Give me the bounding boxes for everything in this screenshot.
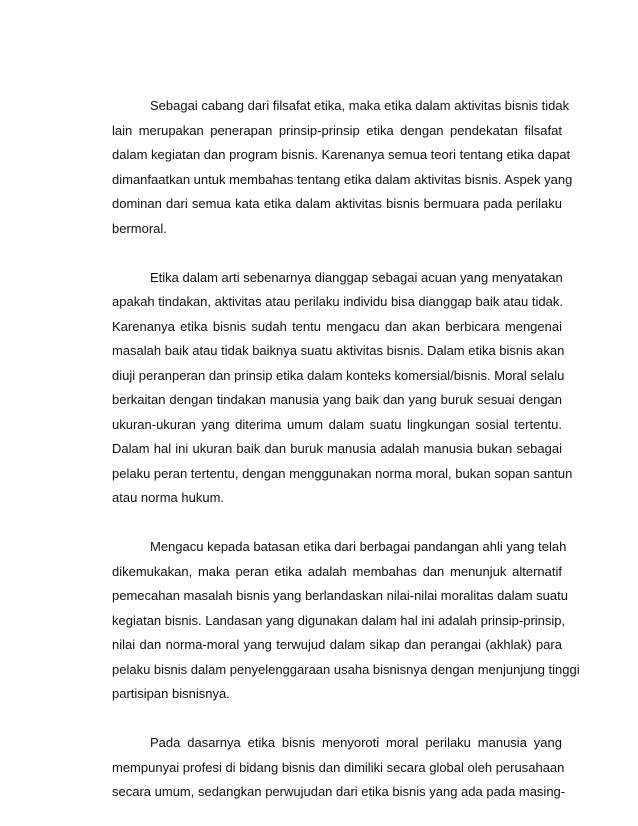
- paragraph-line: ukuran-ukuran yang diterima umum dalam suatu lingkungan sosial tertentu.: [112, 416, 562, 432]
- paragraph-line: mempunyai profesi di bidang bisnis dan dimiliki secara global oleh perusahaan: [112, 759, 565, 775]
- paragraph-spacer: [112, 511, 562, 536]
- paragraph-line: dalam kegiatan dan program bisnis. Karenanya semua teori tentang etika dapat: [112, 147, 571, 162]
- paragraph-1: [112, 94, 573, 241]
- document-page: [112, 94, 580, 805]
- paragraph-line: masalah baik atau tidak baiknya suatu aktivitas bisnis. Dalam etika bisnis akan: [112, 343, 565, 358]
- paragraph-3: [112, 535, 580, 707]
- paragraph-line: Pada dasarnya etika bisnis menyoroti moral perilaku manusia yang: [150, 735, 562, 750]
- paragraph-line: Mengacu kepada batasan etika dari berbagai pandangan ahli yang telah: [150, 539, 567, 554]
- paragraph-line: berkaitan dengan tindakan manusia yang baik dan yang buruk sesuai dengan: [112, 392, 562, 407]
- paragraph-line: pelaku bisnis dalam penyelenggaraan usaha bisnisnya dengan menjunjung tinggi: [112, 661, 580, 677]
- paragraph-line: pemecahan masalah bisnis yang berlandaskan nilai-nilai moralitas dalam suatu: [112, 588, 568, 603]
- paragraph-line: partisipan bisnisnya.: [112, 686, 230, 701]
- paragraph-line: dimanfaatkan untuk membahas tentang etika dalam aktivitas bisnis. Aspek yang: [112, 171, 573, 187]
- paragraph-line: lain merupakan penerapan prinsip-prinsip etika dengan pendekatan filsafat: [112, 122, 562, 138]
- paragraph-spacer: [112, 707, 562, 732]
- paragraph-line: kegiatan bisnis. Landasan yang digunakan dalam hal ini adalah prinsip-prinsip,: [112, 612, 566, 628]
- paragraph-4: [112, 731, 566, 805]
- paragraph-line: dikemukakan, maka peran etika adalah membahas dan menunjuk alternatif: [112, 563, 562, 579]
- paragraph-spacer: [112, 241, 562, 266]
- paragraph-line: secara umum, sedangkan perwujudan dari etika bisnis yang ada pada masing-: [112, 784, 566, 799]
- paragraph-line: bermoral.: [112, 220, 167, 236]
- paragraph-line: atau norma hukum.: [112, 490, 225, 505]
- paragraph-line: pelaku peran tertentu, dengan menggunakan norma moral, bukan sopan santun: [112, 465, 573, 481]
- paragraph-line: nilai dan norma-moral yang terwujud dalam sikap dan perangai (akhlak) para: [112, 637, 562, 652]
- paragraph-2: [112, 266, 573, 511]
- paragraph-line: dominan dari semua kata etika dalam aktivitas bisnis bermuara pada perilaku: [112, 196, 562, 211]
- paragraph-line: Dalam hal ini ukuran baik dan buruk manusia adalah manusia bukan sebagai: [112, 441, 562, 456]
- paragraph-line: apakah tindakan, aktivitas atau perilaku individu bisa dianggap baik atau tidak.: [112, 294, 563, 309]
- paragraph-line: diuji peranperan dan prinsip etika dalam konteks komersial/bisnis. Moral selalu: [112, 367, 565, 383]
- paragraph-line: Sebagai cabang dari filsafat etika, maka etika dalam aktivitas bisnis tidak: [150, 98, 570, 113]
- paragraph-line: Etika dalam arti sebenarnya dianggap sebagai acuan yang menyatakan: [150, 269, 563, 285]
- paragraph-line: Karenanya etika bisnis sudah tentu mengacu dan akan berbicara mengenai: [112, 318, 562, 334]
